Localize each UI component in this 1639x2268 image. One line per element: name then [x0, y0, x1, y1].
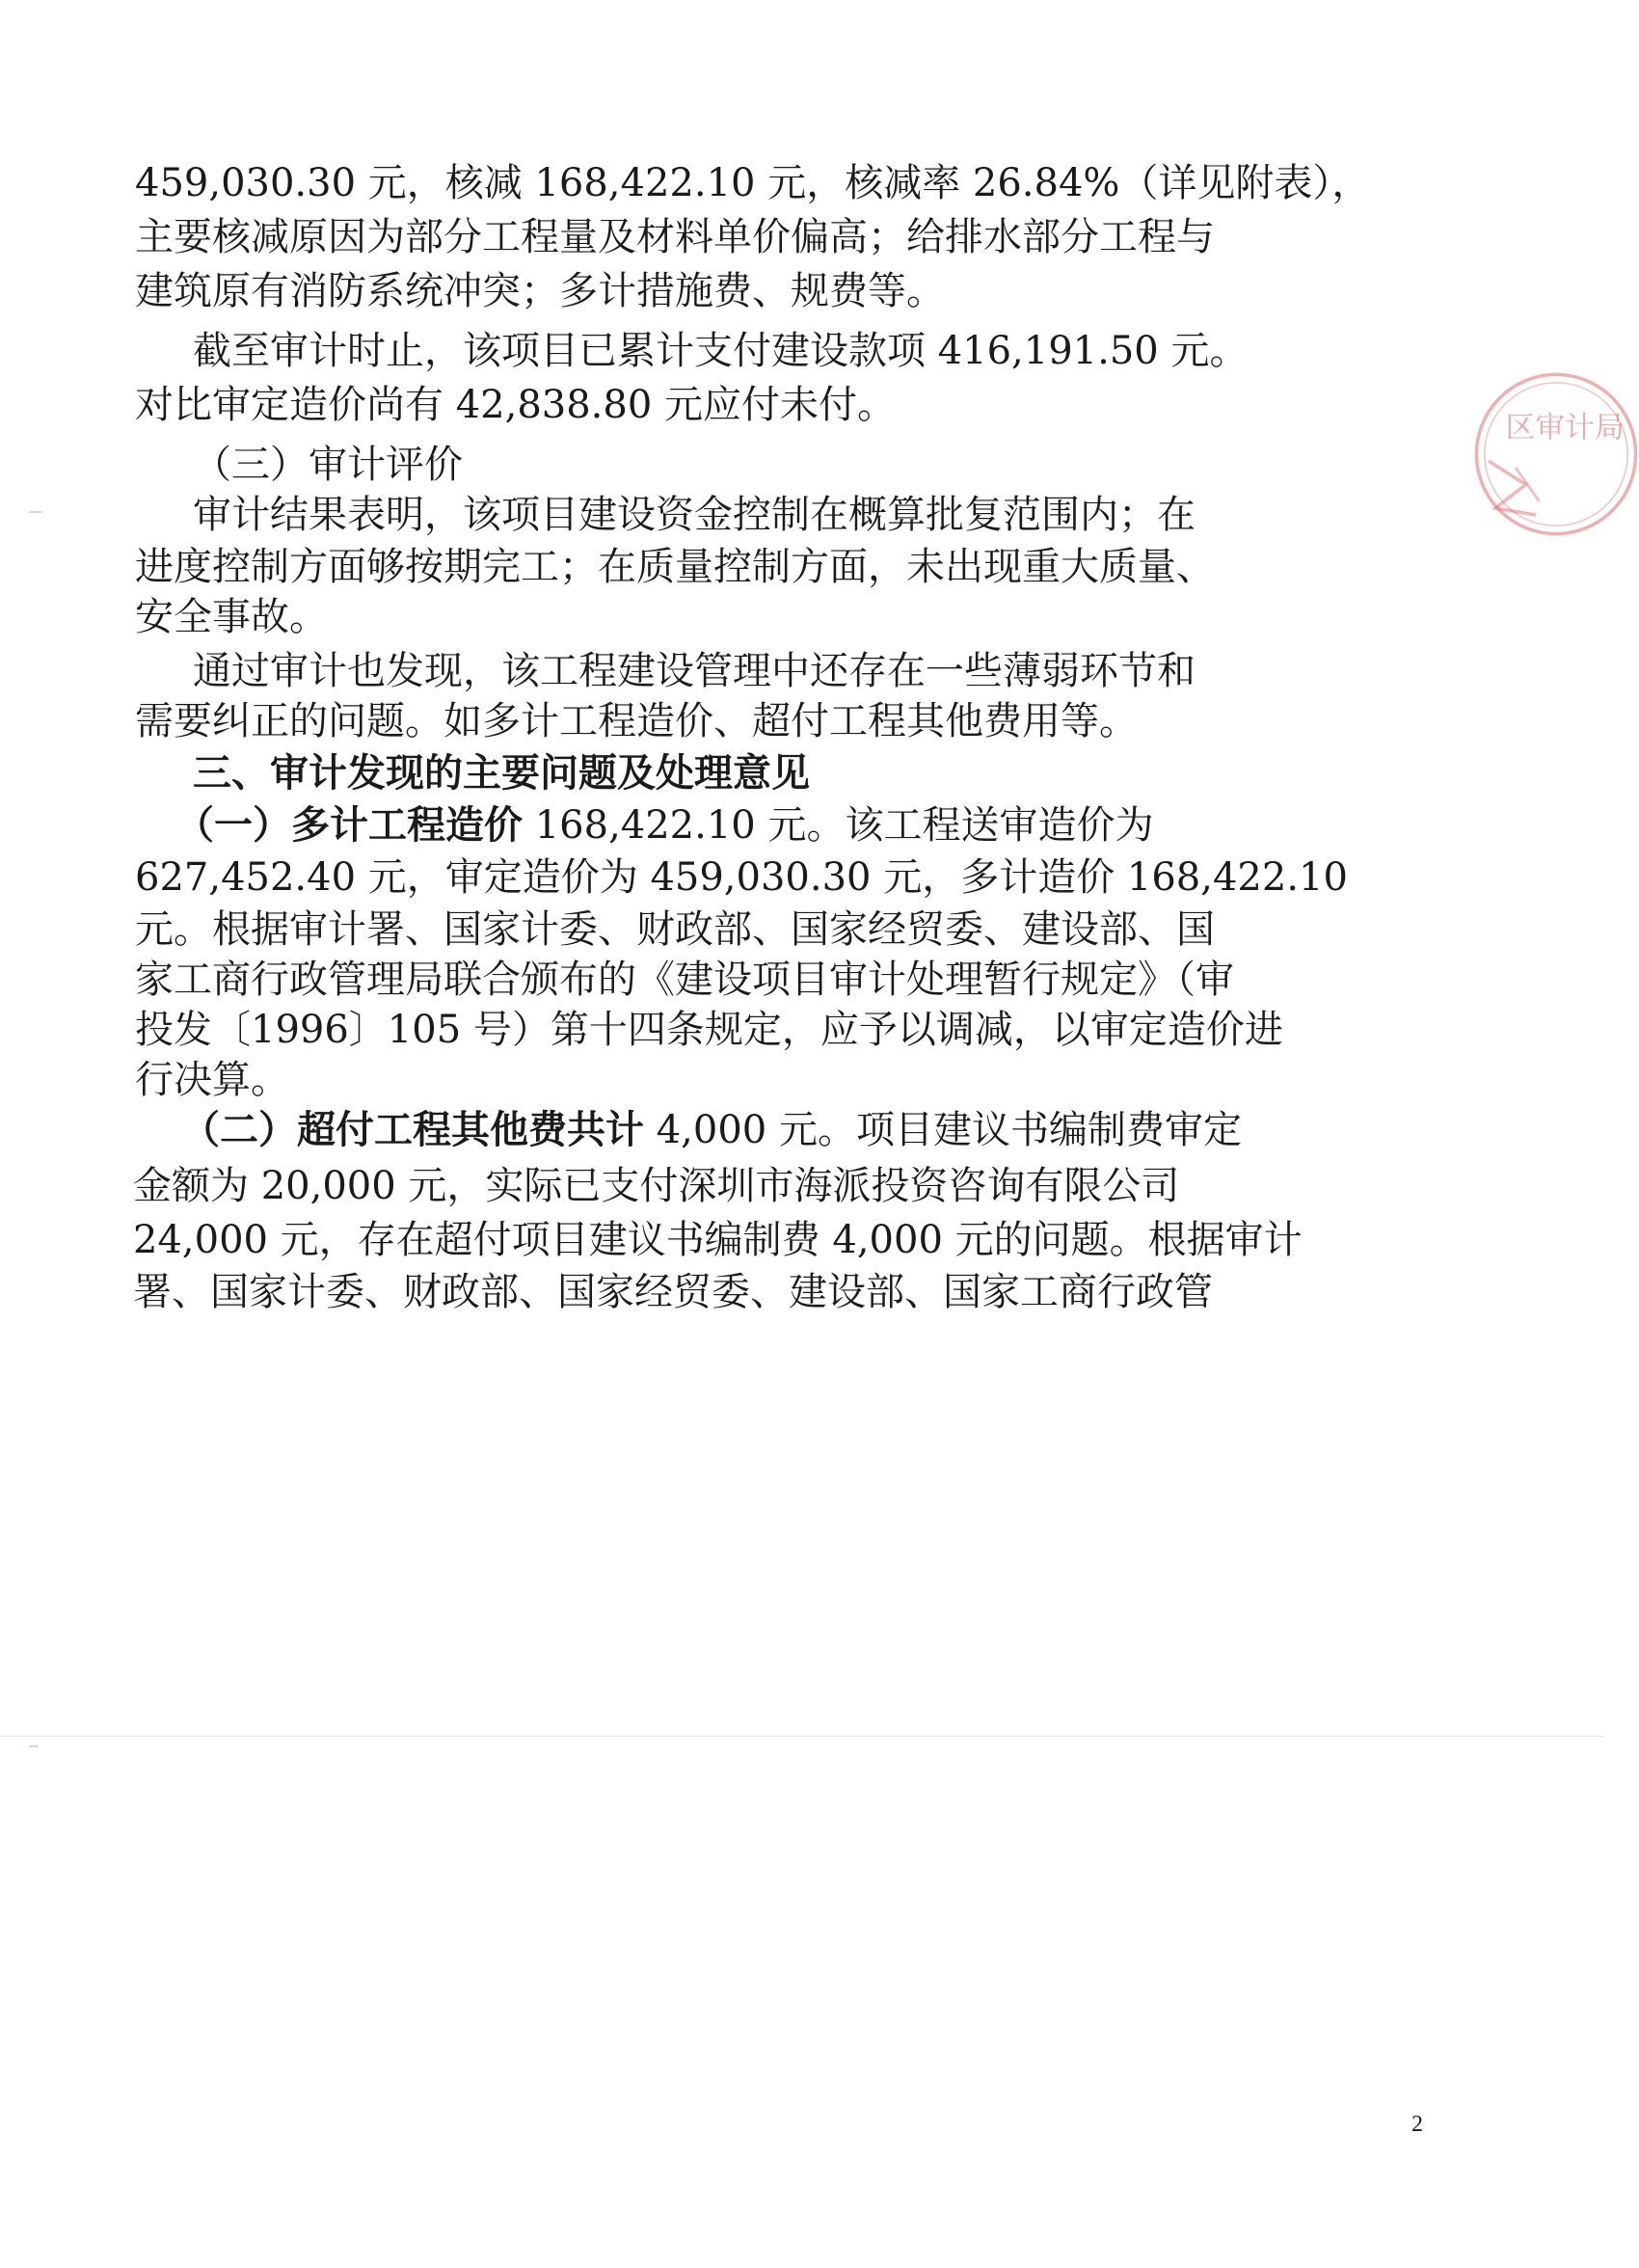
- official-seal: [1446, 366, 1639, 636]
- text-line-8: 进度控制方面够按期完工；在质量控制方面，未出现重大质量、: [135, 545, 1215, 589]
- text-line-18: 行决算。: [135, 1058, 289, 1102]
- text-line-16: 家工商行政管理局联合颁布的《建设项目审计处理暂行规定》（审: [135, 958, 1234, 1002]
- text-line-4: 截至审计时止，该项目已累计支付建设款项 416,191.50 元。: [193, 329, 1249, 373]
- scan-mark: [29, 511, 42, 513]
- text-line-11: 需要纠正的问题。如多计工程造价、超付工程其他费用等。: [135, 699, 1138, 743]
- section-heading-3: （三）审计评价: [193, 443, 463, 487]
- page-number: 2: [1411, 2112, 1423, 2137]
- scan-mark: [29, 1745, 39, 1747]
- section-heading-main: 三、审计发现的主要问题及处理意见: [193, 750, 810, 796]
- text-line-19: [181, 1105, 1242, 1155]
- issue-2-amount-text: 4,000 元。项目建议书编制费审定: [644, 1108, 1242, 1152]
- issue-1-heading: （一）多计工程造价: [175, 802, 523, 848]
- text-line-15: 元。根据审计署、国家计委、财政部、国家经贸委、建设部、国: [135, 907, 1215, 952]
- text-line-14: 627,452.40 元，审定造价为 459,030.30 元，多计造价 168,422.10: [135, 855, 1348, 900]
- text-line-13: [175, 800, 1153, 850]
- text-line-7: 审计结果表明，该项目建设资金控制在概算批复范围内；在: [193, 493, 1196, 537]
- issue-2-heading: （二）超付工程其他费共计: [181, 1107, 644, 1152]
- text-line-17: 投发〔1996〕105 号）第十四条规定，应予以调减，以审定造价进: [135, 1008, 1283, 1052]
- text-line-21: 金额为 20,000 元，实际已支付深圳市海派投资咨询有限公司: [133, 1164, 1180, 1208]
- seal-text: 区审计局: [1505, 410, 1625, 446]
- scan-artifact-line: [0, 1736, 1604, 1737]
- text-line-23: 署、国家计委、财政部、国家经贸委、建设部、国家工商行政管: [133, 1270, 1213, 1314]
- issue-1-amount-text: 168,422.10 元。该工程送审造价为: [523, 803, 1154, 848]
- text-line-9: 安全事故。: [135, 595, 328, 639]
- text-line-22: 24,000 元，存在超付项目建议书编制费 4,000 元的问题。根据审计: [133, 1218, 1303, 1262]
- text-line-1: 459,030.30 元，核减 168,422.10 元，核减率 26.84%（详见附表），: [135, 161, 1371, 205]
- text-line-2: 主要核减原因为部分工程量及材料单价偏高；给排水部分工程与: [135, 215, 1215, 259]
- text-line-3: 建筑原有消防系统冲突；多计措施费、规费等。: [135, 269, 945, 313]
- text-line-10: 通过审计也发现，该工程建设管理中还存在一些薄弱环节和: [193, 649, 1196, 693]
- text-line-5: 对比审定造价尚有 42,838.80 元应付未付。: [135, 383, 897, 427]
